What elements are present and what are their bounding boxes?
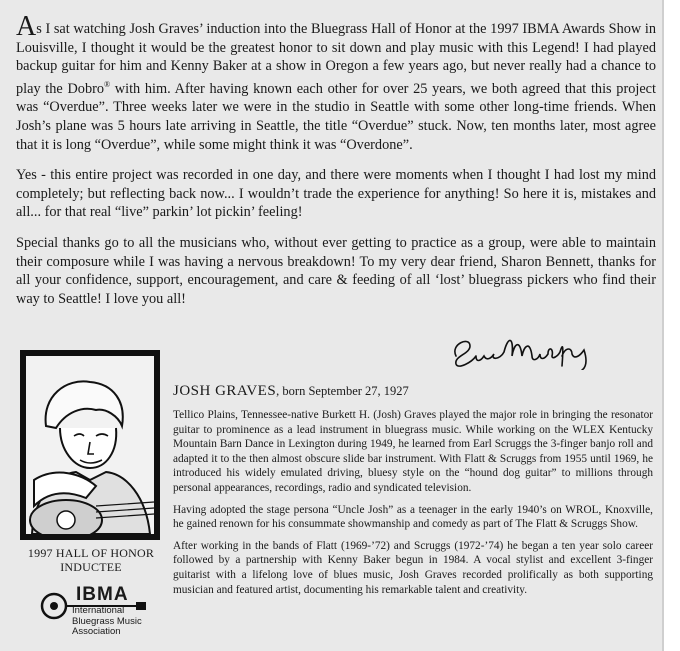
ibma-full-name	[72, 606, 162, 638]
josh-graves-portrait	[20, 350, 160, 540]
registered-mark: ®	[104, 79, 111, 89]
portrait-caption	[16, 546, 166, 574]
intro-paragraph-3: Special thanks go to all the musicians who, without ever getting to practice as a group, were able to maintain their composure while I was having a nervous breakdown! To my very dear friend, Sharon Bennett, thanks for all your confidence, support, encouragement, and care & feeding of all ‘lost’ bluegrass pickers who find their way to Seattle! I love you all!	[16, 234, 656, 307]
ibma-acronym: IBMA	[76, 584, 129, 605]
drop-cap: A	[16, 11, 37, 42]
biography	[173, 382, 653, 604]
bio-paragraph-1: Tellico Plains, Tennessee-native Burkett H. (Josh) Graves played the major role in bringing the resonator guitar to prominence as a lead instrument in bluegrass music. While working on the WLEX Kentucky Mountain Barn Dance in Lexington during 1949, he learned from Earl Scruggs the 3-finger banjo roll and adapted it to the then almost obscure slide bar instrument. With Flatt & Scruggs from 1955 until 1969, he introduced his widely emulated driving, bluesy style on the “hound dog guitar” to millions through personal appearances, recordings, radio and syndicated television.	[173, 409, 653, 494]
bio-paragraph-2: Having adopted the stage persona “Uncle Josh” as a teenager in the early 1940’s on WROL, Knoxville, he gained renown for his consummate showmanship and comedy as part of The Flatt & Scruggs Show.	[173, 503, 653, 531]
org-name-line-3: Association	[72, 626, 121, 637]
intro-paragraph-1	[16, 11, 657, 154]
caption-line-2: INDUCTEE	[60, 560, 122, 574]
org-name-line-2: Bluegrass Music	[72, 615, 142, 627]
bio-born: , born September 27, 1927	[276, 384, 409, 398]
intro-paragraph-2: Yes - this entire project was recorded in one day, and there were moments when I thought I had lost my mind completely; but reflecting back now... I wouldn’t trade the experience for anything! So here it is, mistakes and all... for that real “live” parkin’ lot pickin’ feeling!	[16, 167, 656, 221]
caption-line-1: 1997 HALL OF HONOR	[27, 546, 155, 560]
intro-paragraph-1-part-b: with him. After having known each other for over 25 years, we both agreed that this project was “Overdue”. Three weeks later we were in the studio in Seattle with some other long-time friends. When Josh’s plane was 5 hours late arriving in Seattle, the title “Overdue” stuck. Now, ten months later, most agree that it is long “Overdue”, while some might think it was “Overdone”.	[16, 80, 657, 153]
intro-paragraph-1-part-a: s I sat watching Josh Graves’ induction into the Bluegrass Hall of Honor at the 1997 IBMA Awards Show in Louisville, I thought it would be the greatest honor to sit down and play music with this Legend! I had played backup guitar for him and Kenny Baker at a show in Oregon a few years ago, but never really had a chance to play the Dobro	[16, 21, 656, 97]
bio-paragraph-3: After working in the bands of Flatt (1969-’72) and Scruggs (1972-’74) he began a ten year solo career followed by a partnership with Kenny Baker begun in 1984. A vocal stylist and excellent 3-finger guitarist with a lifelong love of blues music, Josh Graves recorded prolifically as both supporting musician and featured artist, documenting his remarkable talent and creativity.	[173, 539, 653, 596]
signature	[448, 326, 598, 370]
portrait-drawing	[26, 356, 154, 534]
bio-name: JOSH GRAVES	[173, 383, 277, 399]
org-name-line-1: International	[72, 605, 125, 616]
intro-text	[16, 11, 657, 320]
biography-heading	[173, 382, 653, 400]
